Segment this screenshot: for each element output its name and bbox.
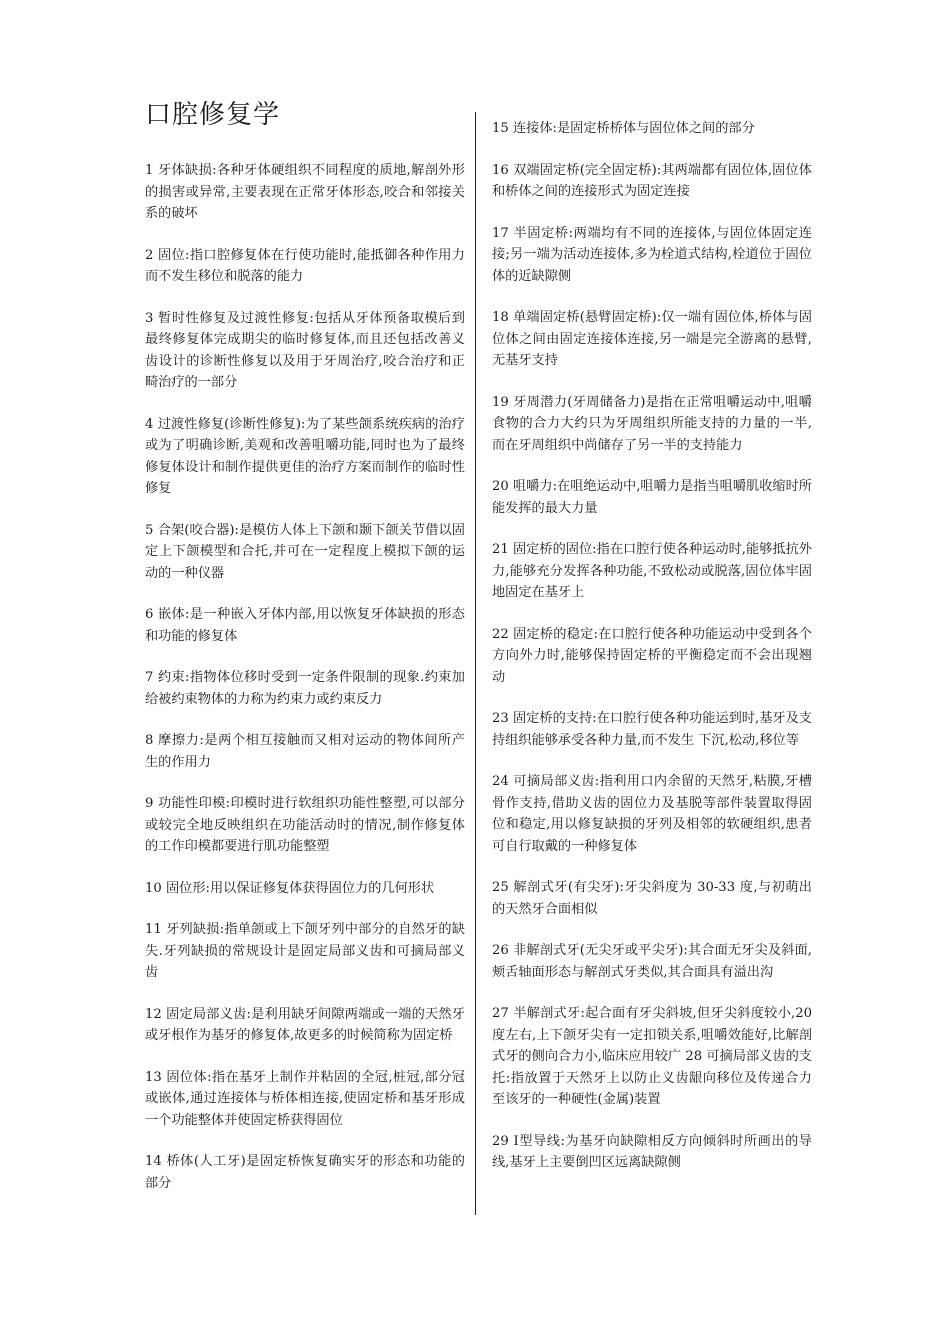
term-entry: 2 固位:指口腔修复体在行使功能时,能抵御各种作用力而不发生移位和脱落的能力: [145, 247, 465, 284]
term-entry: 1 牙体缺损:各种牙体硬组织不同程度的质地,解剖外形的损害或异常,主要表现在正常牙体形态,咬合和邻接关系的破坏: [145, 163, 465, 221]
term-entry: 7 约束:指物体位移时受到一定条件限制的现象.约束加给被约束物体的力称为约束力或约束反力: [145, 670, 465, 707]
page-title: 口腔修复学: [145, 100, 281, 130]
term-entry: 11 牙列缺损:指单颌或上下颌牙列中部分的自然牙的缺失.牙列缺损的常规设计是固定局部义齿和可摘局部义齿: [145, 922, 465, 980]
term-entry: 15 连接体:是固定桥桥体与固位体之间的部分: [492, 121, 755, 136]
term-entry: 16 双端固定桥(完全固定桥):其两端都有固位体,固位体和桥体之间的连接形式为固定连接: [492, 162, 812, 199]
term-entry: 3 暂时性修复及过渡性修复:包括从牙体预备取模后到最终修复体完成期尖的临时修复体,而且还包括改善义齿设计的诊断性修复以及用于牙周治疗,咬合治疗和正畸治疗的一部分: [145, 310, 465, 390]
left-column: [145, 160, 465, 1214]
term-entry: 29 Ⅰ型导线:为基牙向缺隙相反方向倾斜时所画出的导线,基牙上主要倒凹区远离缺隙侧: [492, 1133, 812, 1170]
term-entry: 8 摩擦力:是两个相互接触而又相对运动的物体间所产生的作用力: [145, 733, 465, 770]
term-entry: 6 嵌体:是一种嵌入牙体内部,用以恢复牙体缺损的形态和功能的修复体: [145, 607, 465, 644]
term-entry: 24 可摘局部义齿:指利用口内余留的天然牙,粘膜,牙槽骨作支持,借助义齿的固位力及基脱等部件装置取得固位和稳定,用以修复缺损的牙列及相邻的软硬组织,患者可自行取戴的一种修复体: [492, 774, 812, 854]
term-entry: 22 固定桥的稳定:在口腔行使各种功能运动中受到各个方向外力时,能够保持固定桥的平衡稳定而不会出现翘动: [492, 626, 812, 685]
term-entry: 12 固定局部义齿:是利用缺牙间隙两端或一端的天然牙或牙根作为基牙的修复体,故更多的时候简称为固定桥: [145, 1006, 465, 1043]
term-entry: 25 解剖式牙(有尖牙):牙尖斜度为 30-33 度,与初萌出的天然牙合面相似: [492, 880, 812, 917]
term-entry: 19 牙周潜力(牙周储备力)是指在正常咀嚼运动中,咀嚼食物的合力大约只为牙周组织所能支持的力量的一半,而在牙周组织中尚储存了另一半的支持能力: [492, 394, 812, 453]
right-column: [492, 118, 812, 1194]
term-entry: 17 半固定桥:两端均有不同的连接体,与固位体固定连接;另一端为活动连接体,多为栓道式结构,栓道位于固位体的近缺隙侧: [492, 225, 812, 284]
term-entry: 14 桥体(人工牙)是固定桥恢复确实牙的形态和功能的部分: [145, 1154, 465, 1191]
term-entry: 13 固位体:指在基牙上制作并粘固的全冠,桩冠,部分冠或嵌体,通过连接体与桥体相连接,使固定桥和基牙形成一个功能整体并使固定桥获得固位: [145, 1069, 465, 1128]
term-entry: 20 咀嚼力:在咀绝运动中,咀嚼力是指当咀嚼肌收缩时所能发挥的最大力量: [492, 479, 812, 516]
term-entry: 5 合架(咬合器):是模仿人体上下颌和颞下颌关节借以固定上下颌模型和合托,并可在一定程度上模拟下颌的运动的一种仪器: [145, 522, 465, 581]
term-entry: 18 单端固定桥(悬臂固定桥):仅一端有固位体,桥体与固位体之间由固定连接体连接,另一端是完全游离的悬臂,无基牙支持: [492, 310, 812, 368]
term-entry: 9 功能性印模:印模时进行软组织功能性整塑,可以部分或较完全地反映组织在功能活动时的情况,制作修复体的工作印模都要进行肌功能整塑: [145, 796, 465, 854]
column-divider: [475, 112, 476, 1215]
term-entry: 26 非解剖式牙(无尖牙或平尖牙):其合面无牙尖及斜面,颊舌轴面形态与解剖式牙类似,其合面具有溢出沟: [492, 943, 812, 980]
term-entry: 4 过渡性修复(诊断性修复):为了某些颌系统疾病的治疗或为了明确诊断,美观和改善咀嚼功能,同时也为了最终修复体设计和制作提供更佳的治疗方案而制作的临时性修复: [145, 416, 465, 496]
term-entry: 23 固定桥的支持:在口腔行使各种功能运到时,基牙及支持组织能够承受各种力量,而不发生 下沉,松动,移位等: [492, 711, 812, 748]
term-entry: 21 固定桥的固位:指在口腔行使各种运动时,能够抵抗外力,能够充分发挥各种功能,不致松动或脱落,固位体牢固地固定在基牙上: [492, 542, 812, 600]
term-entry: 27 半解剖式牙:起合面有牙尖斜坡,但牙尖斜度较小,20度左右,上下颌牙尖有一定扣锁关系,咀嚼效能好,比解剖式牙的侧向合力小,临床应用较广 28 可摘局部义齿的支托:指放置于天然牙上以防止义齿龈向移位及传递合力至该牙的一种硬性(金属)装置: [492, 1006, 812, 1107]
term-entry: 10 固位形:用以保证修复体获得固位力的几何形状: [145, 880, 435, 896]
